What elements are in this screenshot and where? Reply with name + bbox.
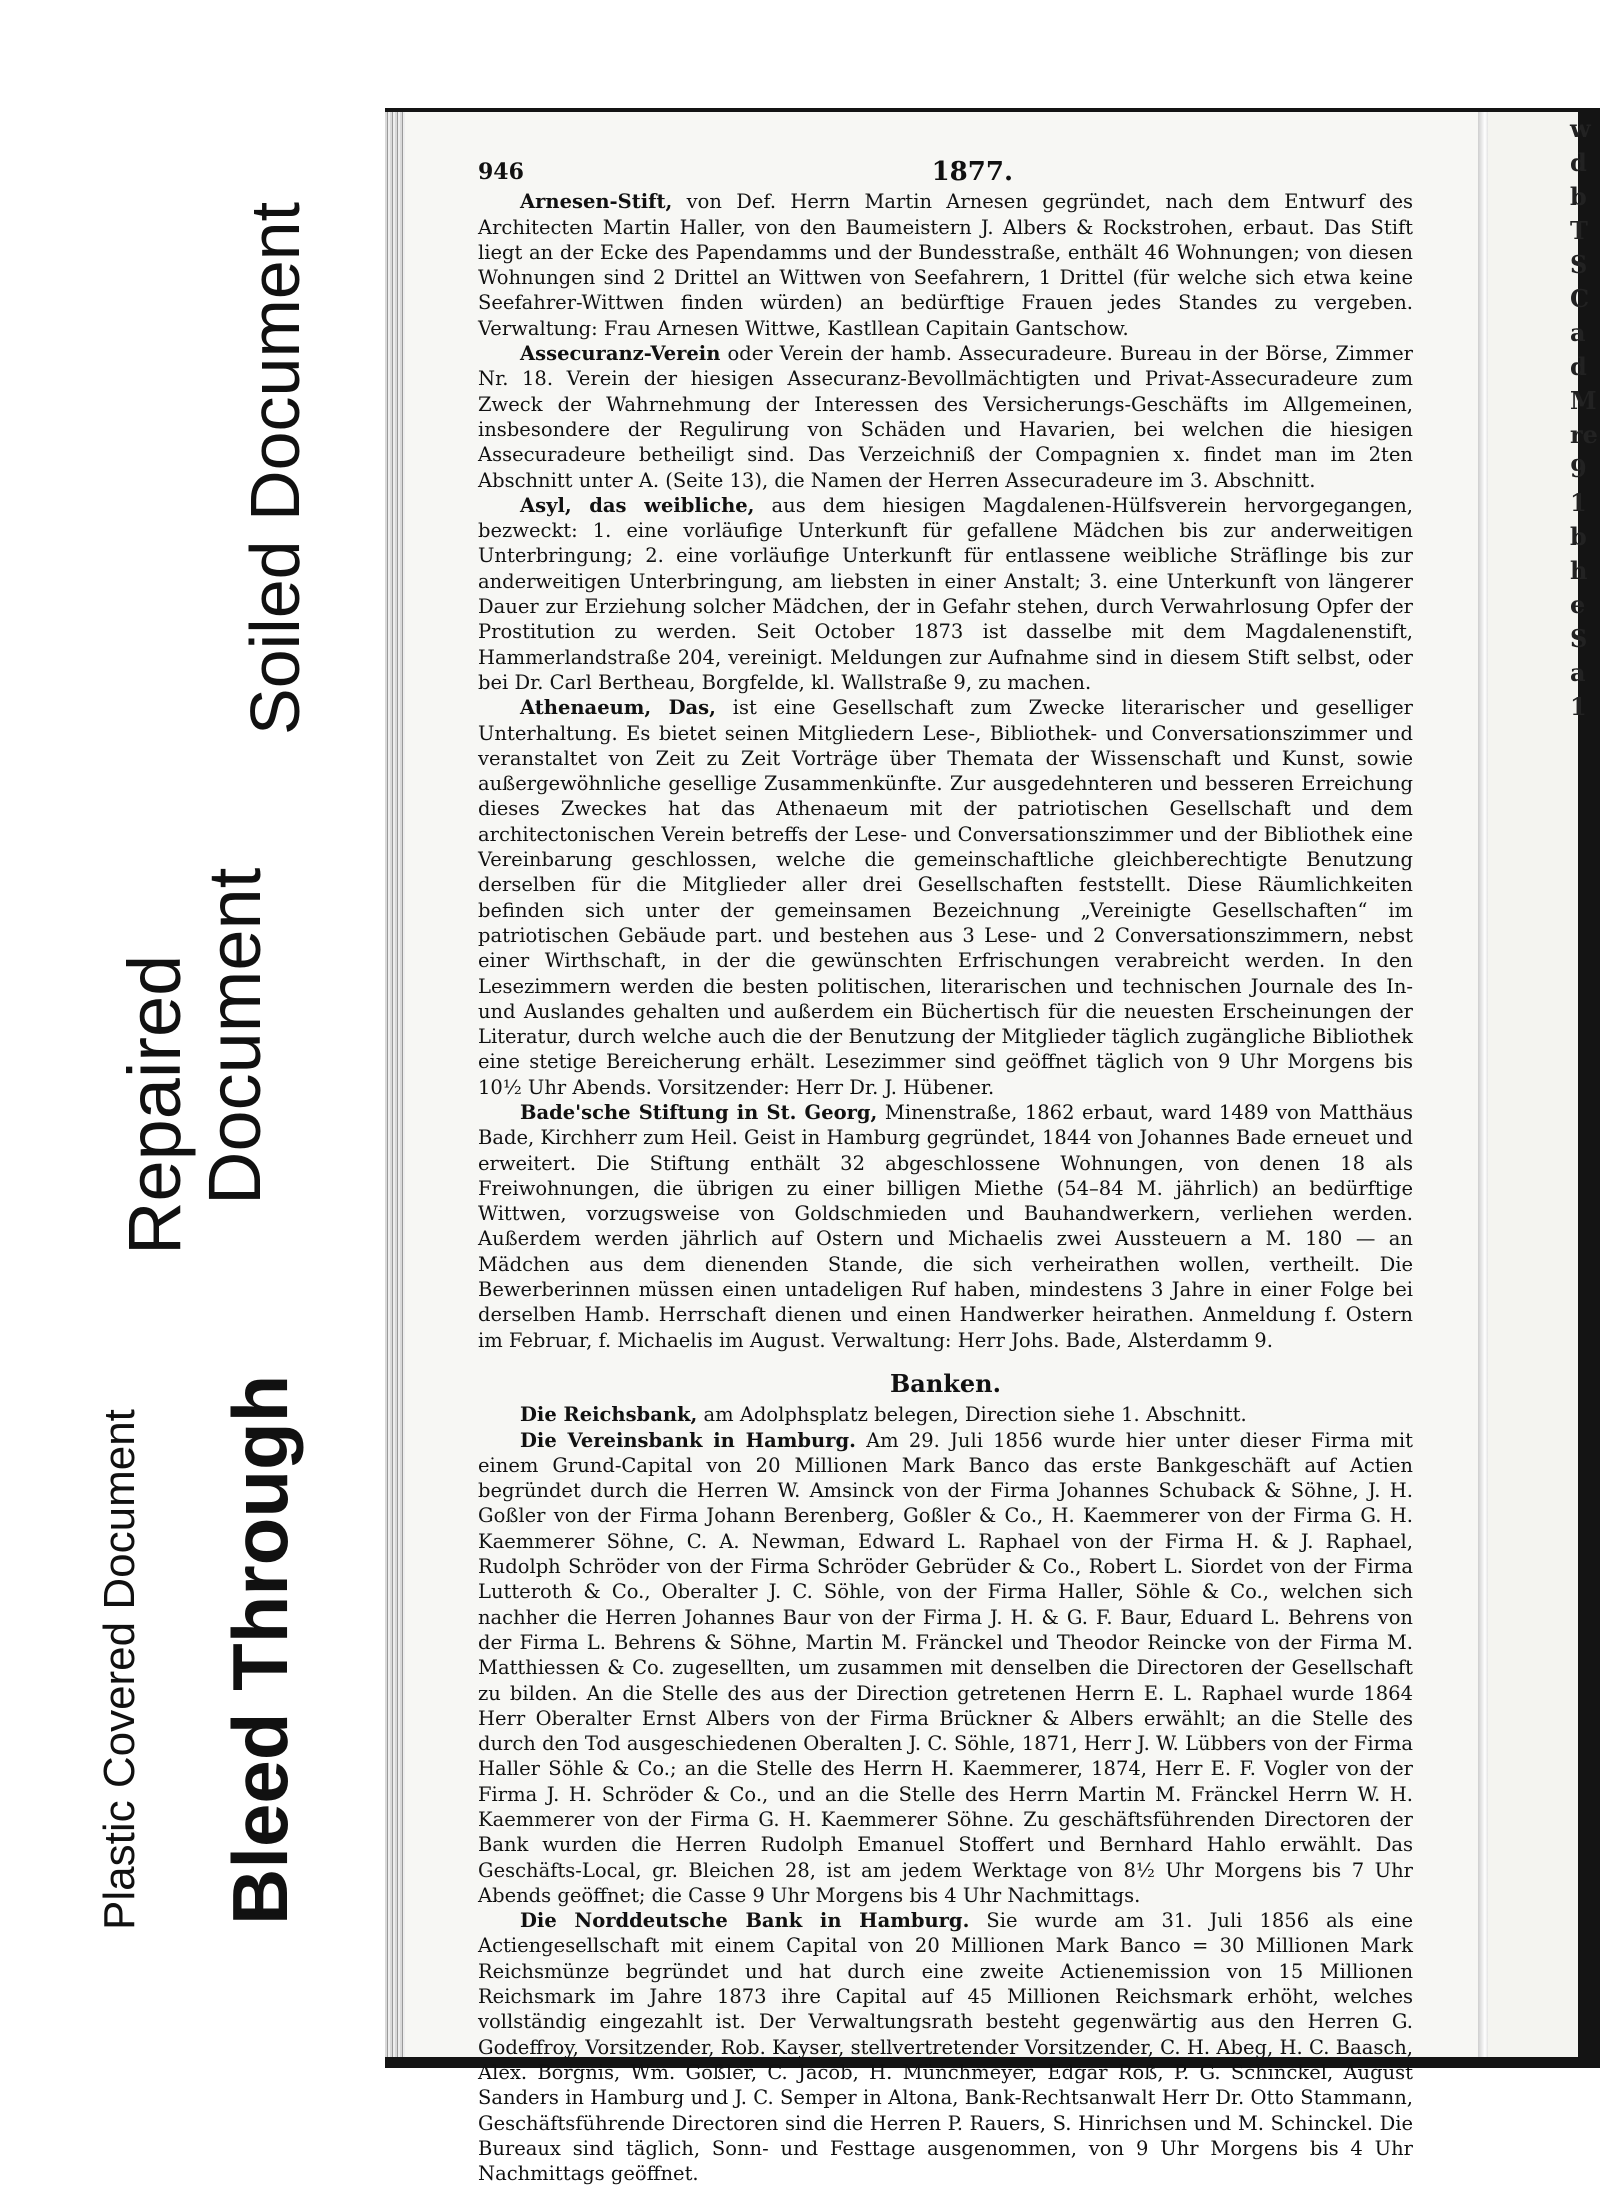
entry-text: Am 29. Juli 1856 wurde hier unter dieser Firma mit einem Grund-Capital von 20 Millionen Mark Banco das erste Bankgeschäft auf Actien begründet durch die Herren W. Amsinck von der Firma Johannes Schuback & Söhne, J. H. Goßler von der Firma Johann Berenberg, Goßler & Co., H. Kaemmerer von der Firma G. H. Kaemmerer Söhne, C. A. Newman, Edward L. Raphael von der Firma H. & J. Raphael, Rudolph Schröder von der Firma Schröder Gebrüder & Co., Robert L. Siordet von der Firma Lutteroth & Co., Oberalter J. C. Söhle, von der Firma Haller, Söhle & Co., welchen sich nachher die Herren Johannes Baur von der Firma J. H. & G. F. Baur, Eduard L. Behrens von der Firma L. Behrens & Söhne, Martin M. Fränckel und Theodor Reincke von der Firma M. Matthiessen & Co. zugesellten, um zusammen mit denselben die Directoren der Gesellschaft zu bilden. An die Stelle des aus der Direction getretenen Herrn E. L. Raphael wurde 1864 Herr Oberalter Ernst Albers von der Firma Brückner & Albers erwählt; an die Stelle des durch den Tod ausgeschiedenen Oberalten J. C. Söhle, 1871, Herr J. W. Lübbers von der Firma Haller Söhle & Co.; an die Stelle des Herrn H. Kaemmerer, 1874, Herr E. F. Vogler von der Firma J. H. Schröder & Co., und an die Stelle des Herrn Martin M. Fränckel Herrn W. H. Kaemmerer von der Firma G. H. Kaemmerer Söhne. Zu geschäftsführenden Directoren der Bank wurden die Herren Rudolph Emanuel Stoffert und Bernhard Hahlo erwählt. Das Geschäfts-Local, gr. Bleichen 28, ist am jedem Werktage von 8½ Uhr Morgens bis 7 Uhr Abends geöffnet; die Casse 9 Uhr Morgens bis 4 Uhr Nachmittags.	[478, 1428, 1414, 1907]
next-page-fragment: w	[1570, 114, 1591, 143]
entry-text: ist eine Gesellschaft zum Zwecke literarischer und geselliger Unterhaltung. Es bietet seinen Mitgliedern Lese-, Bibliothek- und Conversationszimmer und veranstaltet von Zeit zu Zeit Vorträge über Themata der Wissenschaft und Kunst, sowie außergewöhnliche gesellige Zusammenkünfte. Zur ausgedehnteren und besseren Erreichung dieses Zweckes hat das Athenaeum mit der patriotischen Gesellschaft und dem architectonischen Verein betreffs der Lese- und Conversationszimmer und der Bibliothek eine Vereinbarung geschlossen, welche die gemeinschaftliche gleichberechtigte Benutzung derselben für die Mitglieder aller drei Gesellschaften feststellt. Diese Räumlichkeiten befinden sich unter der gemeinsamen Bezeichnung „Vereinigte Gesellschaften“ im patriotischen Gebäude part. und bestehen aus 3 Lese- und 2 Conversationszimmern, nebst einer Wirthschaft, in der die gewünschten Erfrischungen verabreicht werden. In den Lesezimmern werden die besten politischen, literarischen und technischen Journale des In- und Auslandes gehalten und außerdem ein Büchertisch für die neuesten Erscheinungen der Literatur, durch welche auch die der Benutzung der Mitglieder täglich zugängliche Bibliothek eine stetige Bereicherung erhält. Lesezimmer sind geöffnet täglich von 9 Uhr Morgens bis 10½ Uhr Abends. Vorsitzender: Herr Dr. J. Hübener.	[478, 696, 1413, 1099]
entry-title: Athenaeum, Das,	[520, 696, 716, 720]
label-repaired-line1: Repaired	[113, 954, 196, 1255]
entry-text: oder Verein der hamb. Assecuradeure. Bureau in der Börse, Zimmer Nr. 18. Verein der hiesigen Assecuranz-Bevollmächtigten und Privat-Assecuradeure zum Zweck der Wahrnehmung der Interessen des Versicherungs-Geschäfts im Allgemeinen, insbesondere der Regulirung von Schäden und Havarien, bei welchen die hiesigen Assecuradeure betheiligt sind. Das Verzeichniß der Compagnien x. findet man im 2ten Abschnitt unter A. (Seite 13), die Namen der Herren Assecuradeure im 3. Abschnitt.	[478, 342, 1413, 492]
label-repaired-document	[115, 868, 275, 1255]
entry-paragraph	[478, 1908, 1413, 2186]
entry-paragraph	[478, 341, 1413, 493]
entry-title: Die Norddeutsche Bank in Hamburg.	[520, 1909, 970, 1933]
next-page-fragment: 1	[1570, 488, 1587, 517]
next-page-fragment: M	[1570, 386, 1597, 415]
entry-title: Assecuranz-Verein	[520, 342, 721, 366]
entry-text: am Adolphsplatz belegen, Direction siehe 1. Abschnitt.	[697, 1403, 1247, 1427]
next-page-fragment: T	[1570, 216, 1588, 245]
page-header	[478, 157, 1413, 187]
label-repaired-line2: Document	[193, 867, 276, 1205]
entry-text: Sie wurde am 31. Juli 1856 als eine Actiengesellschaft mit einem Capital von 20 Millionen Mark Banco = 30 Millionen Mark Reichsmünze begründet und hat durch eine zweite Actienemission von 15 Millionen Reichsmark im Jahre 1873 ihre Capital auf 45 Millionen Reichsmark erhöht, welches vollständig eingezahlt ist. Der Verwaltungsrath besteht gegenwärtig aus den Herren G. Godeffroy, Vorsitzender, Rob. Kayser, stellvertretender Vorsitzender, C. H. Abeg, H. C. Baasch, Alex. Borgnis, Wm. Goßler, C. Jacob, H. Münchmeyer, Edgar Roß, P. G. Schinckel, August Sanders in Hamburg und J. C. Semper in Altona, Bank-Rechtsanwalt Herr Dr. Otto Stammann, Geschäftsführende Directoren sind die Herren P. Rauers, S. Hinrichsen und M. Schinckel. Die Bureaux sind täglich, Sonn- und Festtage ausgenommen, von 9 Uhr Morgens bis 4 Uhr Nachmittags geöffnet.	[478, 1909, 1413, 2186]
entries-list	[478, 189, 1413, 1353]
entry-paragraph	[478, 695, 1413, 1100]
entry-paragraph	[478, 1402, 1413, 1427]
next-page-fragment: 1	[1570, 692, 1587, 721]
next-page-fragment: b	[1570, 522, 1587, 551]
label-bleed-through: Bleed Through	[216, 1374, 304, 1925]
next-page-fragment: d	[1570, 352, 1587, 381]
label-plastic-covered: Plastic Covered Document	[95, 1409, 144, 1930]
entry-title: Arnesen-Stift,	[520, 190, 673, 214]
page-content	[478, 157, 1414, 2186]
next-page-fragment: d	[1570, 148, 1587, 177]
entry-title: Asyl, das weibliche,	[520, 493, 755, 517]
next-page-fragment: a	[1570, 658, 1586, 687]
page-year: 1877.	[931, 157, 1013, 187]
next-page-fragment: re	[1570, 420, 1598, 449]
next-page-fragment: h	[1570, 556, 1588, 585]
next-page-fragment: 9	[1570, 454, 1587, 483]
next-page-edge	[1488, 112, 1598, 2057]
entry-title: Bade'sche Stiftung in St. Georg,	[520, 1100, 878, 1124]
entry-paragraph	[478, 493, 1413, 695]
label-soiled-document: Soiled Document	[236, 201, 314, 735]
page-number: 946	[478, 159, 524, 185]
next-page-fragment: a	[1570, 318, 1586, 347]
entry-title: Die Reichsbank,	[520, 1403, 698, 1427]
entry-paragraph	[478, 189, 1413, 341]
entry-paragraph	[478, 1428, 1413, 1909]
entry-text: aus dem hiesigen Magdalenen-Hülfsverein hervorgegangen, bezweckt: 1. eine vorläufige Unterkunft für gefallene Mädchen bis zur anderweitigen Unterbringung; 2. eine vorläufige Unterkunft für entlassene weibliche Sträflinge bis zur anderweitigen Unterbringung, am liebsten in einer Anstalt; 3. eine Unterkunft von längerer Dauer zur Erziehung solcher Mädchen, der in Gefahr stehen, durch Verwahrlosung Opfer der Prostitution zu werden. Seit October 1873 ist dasselbe mit dem Magdalenenstift, Hammerlandstraße 204, vereinigt. Meldungen zur Aufnahme sind in diesem Stift selbst, oder bei Dr. Carl Bertheau, Borgfelde, kl. Wallstraße 9, zu machen.	[478, 493, 1413, 694]
next-page-fragment: S	[1570, 624, 1588, 653]
section-heading: Banken.	[890, 1368, 1001, 1398]
next-page-fragment: C	[1570, 284, 1590, 313]
entry-title: Die Vereinsbank in Hamburg.	[520, 1428, 856, 1452]
next-page-fragment: e	[1570, 590, 1586, 619]
entry-paragraph	[478, 1100, 1413, 1353]
bank-entries-list	[478, 1402, 1413, 2186]
next-page-fragment: S	[1570, 250, 1588, 279]
entry-text: Minenstraße, 1862 erbaut, ward 1489 von Matthäus Bade, Kirchherr zum Heil. Geist in Hamburg gegründet, 1844 von Johannes Bade erneuet und erweitert. Die Stiftung enthält 32 abgeschlossene Wohnungen, von denen 18 als Freiwohnungen, die übrigen zu einer billigen Miethe (54–84 M. jährlich) an bedürftige Wittwen, vorzugsweise von Goldschmieden und Bauhandwerkern, verliehen werden. Außerdem werden jährlich auf Ostern und Michaelis zwei Aussteuern a M. 180 — an Mädchen aus dem dienenden Stande, die sich verheirathen wollen, vertheilt. Die Bewerberinnen müssen einen untadeligen Ruf haben, mindestens 3 Jahre in einer Folge bei derselben Hamb. Herrschaft dienen und einen Handwerker heirathen. Anmeldung f. Ostern im Februar, f. Michaelis im August. Verwaltung: Herr Johs. Bade, Alsterdamm 9.	[478, 1100, 1413, 1352]
next-page-fragment: b	[1570, 182, 1587, 211]
entry-text: von Def. Herrn Martin Arnesen gegründet, nach dem Entwurf des Architecten Martin Haller, von den Baumeistern J. Albers & Rockstrohen, erbaut. Das Stift liegt an der Ecke des Papendamms und der Bundesstraße, enthält 46 Wohnungen; von diesen Wohnungen sind 2 Drittel an Wittwen von Seefahrern, 1 Drittel (für welche sich etwa keine Seefahrer-Wittwen finden würden) an bedürftige Frauen jedes Standes zu vergeben. Verwaltung: Frau Arnesen Wittwe, Kastllean Capitain Gantschow.	[478, 190, 1413, 340]
